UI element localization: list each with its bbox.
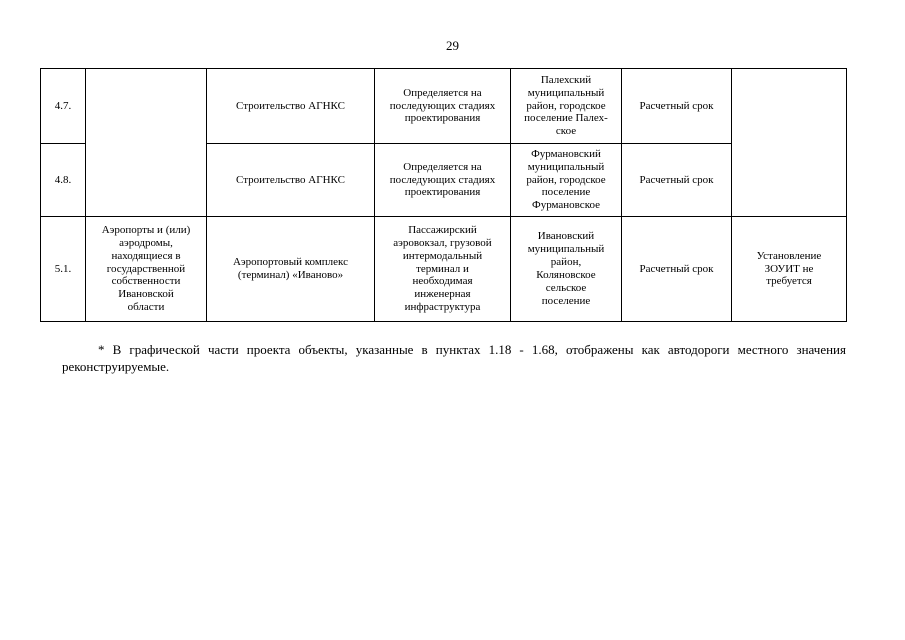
text-line: (терминал) «Иваново» <box>237 269 344 281</box>
text-line: инженерная <box>414 288 471 301</box>
text-line: поселение <box>541 186 591 199</box>
text-line: муниципальный <box>527 243 605 256</box>
objects-table <box>40 68 847 322</box>
text-line: интермодальный <box>402 249 483 262</box>
zone-cell <box>732 217 847 322</box>
text-line: муниципальный <box>527 160 605 173</box>
text-line: поселение <box>541 294 591 307</box>
text-line: Пассажирский <box>408 223 477 236</box>
text-line: терминал и <box>416 262 469 275</box>
text-line: требуется <box>766 275 812 288</box>
term-cell: Расчетный срок <box>622 217 732 322</box>
object-name-cell <box>207 217 375 322</box>
text-line: Палехский <box>540 73 592 86</box>
text-line: аэровокзал, грузовой <box>393 236 492 249</box>
text-line: аэродромы, <box>119 236 173 249</box>
text-line: ское <box>555 125 577 138</box>
characteristics-cell <box>375 217 511 322</box>
object-name-cell: Строительство АГНКС <box>207 144 375 217</box>
category-cell-empty <box>86 69 207 217</box>
text-line: муниципальный <box>527 86 605 99</box>
zone-cell-empty <box>732 69 847 217</box>
text-line: сельское <box>545 281 587 294</box>
text-line: государственной <box>106 262 186 275</box>
location-cell <box>511 69 622 144</box>
row-number-cell: 4.8. <box>41 144 86 217</box>
text-line: район, городское <box>526 173 606 186</box>
text-line: необходимая <box>412 275 473 288</box>
text-line: области <box>127 301 165 314</box>
table-row <box>41 217 847 322</box>
characteristics-cell <box>375 144 511 217</box>
text-line: Фурмановское <box>532 199 600 212</box>
footnote: * В графической части проекта объекты, указанные в пунктах 1.18 - 1.68, отображены как автодороги местного значения реконструируемые. <box>62 342 846 374</box>
text-line: последующих стадиях <box>389 99 496 112</box>
text-line: проектирования <box>404 112 481 125</box>
text-line: Коляновское <box>536 269 596 281</box>
text-line: Установление <box>756 249 822 262</box>
term-cell: Расчетный срок <box>622 144 732 217</box>
page-number: 29 <box>446 38 459 53</box>
text-line: находящиеся в <box>111 249 181 262</box>
term-cell: Расчетный срок <box>622 69 732 144</box>
row-number-cell: 5.1. <box>41 217 86 322</box>
text-line: Ивановский <box>537 230 595 243</box>
text-line: Ивановской <box>118 288 174 301</box>
text-line: инфраструктура <box>404 301 481 314</box>
row-number-cell: 4.7. <box>41 69 86 144</box>
category-cell <box>86 217 207 322</box>
text-line: последующих стадиях <box>389 173 496 186</box>
location-cell <box>511 144 622 217</box>
characteristics-cell <box>375 69 511 144</box>
text-line: Определяется на <box>403 160 482 173</box>
object-name-cell: Строительство АГНКС <box>207 69 375 144</box>
text-line: район, <box>550 256 582 269</box>
text-line: собственности <box>111 275 181 288</box>
text-line: поселение Палех- <box>524 112 608 125</box>
text-line: Определяется на <box>403 86 482 99</box>
text-line: проектирования <box>404 186 481 199</box>
text-line: ЗОУИТ не <box>764 262 814 275</box>
text-line: Аэропортовый комплекс <box>232 256 349 269</box>
text-line: Фурмановский <box>531 147 601 160</box>
table-row <box>41 69 847 144</box>
text-line: район, городское <box>526 99 606 112</box>
text-line: Аэропорты и (или) <box>101 223 191 236</box>
location-cell <box>511 217 622 322</box>
